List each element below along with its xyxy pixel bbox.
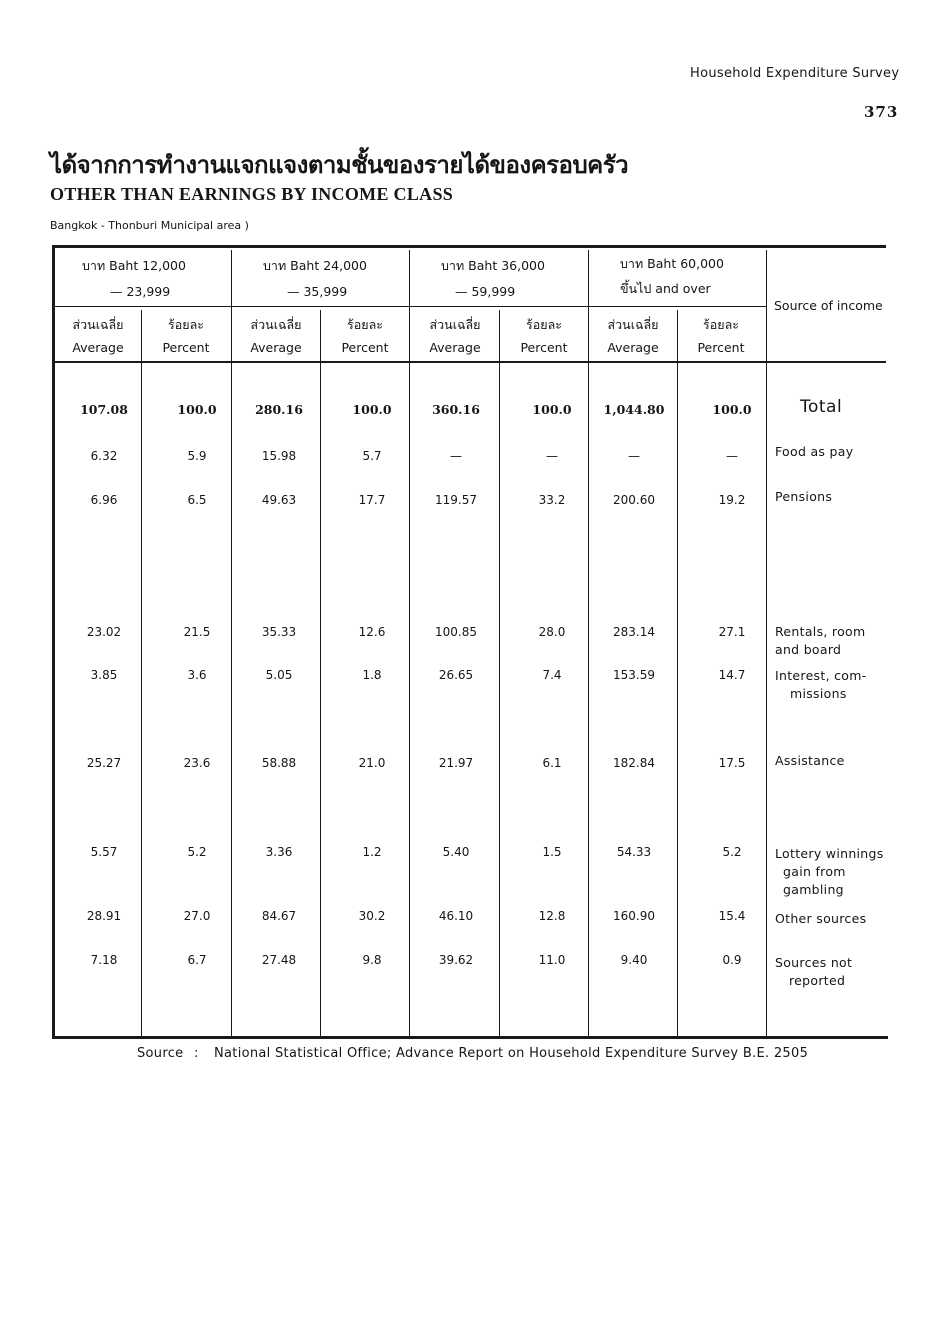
row-label-lottery-line3: gambling bbox=[783, 882, 844, 897]
table-cell: 5.2 bbox=[187, 845, 207, 859]
table-cell: 1.5 bbox=[542, 845, 562, 859]
table-cell: 107.08 bbox=[80, 402, 128, 417]
title-english: OTHER THAN EARNINGS BY INCOME CLASS bbox=[50, 184, 454, 204]
table-cell: 6.32 bbox=[90, 449, 118, 463]
table-cell: 30.2 bbox=[358, 909, 386, 923]
title-thai: ได้จากการทำงานแจกแจงตามชั้นของรายได้ของครอบครัว bbox=[50, 150, 629, 179]
table-top-border bbox=[52, 245, 886, 248]
percent-header-thai: ร้อยละ bbox=[168, 317, 204, 332]
row-label-lottery-line1: Lottery winnings bbox=[775, 846, 884, 861]
average-header: Average bbox=[250, 340, 302, 355]
average-header-thai: ส่วนเฉลี่ย bbox=[250, 317, 302, 332]
table-cell: 25.27 bbox=[86, 756, 122, 770]
average-header-thai: ส่วนเฉลี่ย bbox=[429, 317, 481, 332]
table-cell: 19.2 bbox=[718, 493, 746, 507]
table-cell: 6.96 bbox=[90, 493, 118, 507]
row-label-lottery-line2: gain from bbox=[783, 864, 846, 879]
table-cell: 100.0 bbox=[532, 402, 572, 417]
income-class-1-line1: บาท Baht 12,000 bbox=[82, 258, 186, 273]
table-cell: 7.18 bbox=[90, 953, 118, 967]
table-cell: 283.14 bbox=[613, 625, 655, 639]
average-header: Average bbox=[429, 340, 481, 355]
col-divider bbox=[499, 310, 500, 1036]
income-class-2-line2: — 35,999 bbox=[287, 284, 348, 299]
table-cell: — bbox=[546, 449, 558, 463]
income-class-1-line2: — 23,999 bbox=[110, 284, 171, 299]
table-cell: 23.02 bbox=[86, 625, 122, 639]
table-cell: 5.40 bbox=[442, 845, 470, 859]
table-cell: 28.0 bbox=[538, 625, 566, 639]
row-label-interest-line1: Interest, com- bbox=[775, 668, 867, 683]
table-cell: — bbox=[726, 449, 738, 463]
table-cell: 15.98 bbox=[261, 449, 297, 463]
area-subtitle: Bangkok - Thonburi Municipal area ) bbox=[50, 219, 249, 232]
table-cell: — bbox=[450, 449, 462, 463]
table-cell: 1.2 bbox=[362, 845, 382, 859]
table-cell: 6.7 bbox=[187, 953, 207, 967]
table-cell: 100.85 bbox=[435, 625, 477, 639]
percent-header: Percent bbox=[520, 340, 568, 355]
table-cell: 9.8 bbox=[362, 953, 382, 967]
row-label-total: Total bbox=[800, 397, 843, 417]
row-label-other-sources: Other sources bbox=[775, 911, 867, 926]
table-cell: 100.0 bbox=[352, 402, 392, 417]
row-label-assistance: Assistance bbox=[775, 753, 845, 768]
table-cell: 27.0 bbox=[183, 909, 211, 923]
table-cell: 0.9 bbox=[722, 953, 742, 967]
page-number: 373 bbox=[864, 103, 899, 121]
income-class-3-line1: บาท Baht 36,000 bbox=[441, 258, 545, 273]
row-label-not-reported-line2: reported bbox=[789, 973, 846, 988]
survey-title: Household Expenditure Survey bbox=[690, 66, 900, 81]
table-cell: 200.60 bbox=[613, 493, 655, 507]
average-header: Average bbox=[72, 340, 124, 355]
table-cell: 49.63 bbox=[261, 493, 297, 507]
footer-source-label: Source bbox=[137, 1046, 184, 1061]
table-cell: 58.88 bbox=[261, 756, 297, 770]
row-label-rentals bbox=[775, 623, 865, 659]
income-class-3-line2: — 59,999 bbox=[455, 284, 516, 299]
row-label-food-as-pay: Food as pay bbox=[775, 444, 854, 459]
table-cell: 5.57 bbox=[90, 845, 118, 859]
table-cell: 23.6 bbox=[183, 756, 211, 770]
row-label-lottery bbox=[775, 845, 884, 899]
table-cell: 100.0 bbox=[712, 402, 752, 417]
table-cell: 17.5 bbox=[718, 756, 746, 770]
percent-header-thai: ร้อยละ bbox=[526, 317, 562, 332]
percent-header-thai: ร้อยละ bbox=[703, 317, 739, 332]
average-header-thai: ส่วนเฉลี่ย bbox=[607, 317, 659, 332]
table-cell: 35.33 bbox=[261, 625, 297, 639]
table-cell: 3.6 bbox=[187, 668, 207, 682]
table-cell: 6.1 bbox=[542, 756, 562, 770]
table-cell: 5.7 bbox=[362, 449, 382, 463]
table-cell: 3.85 bbox=[90, 668, 118, 682]
table-cell: 21.5 bbox=[183, 625, 211, 639]
footer-source-text: National Statistical Office; Advance Report on Household Expenditure Survey B.E. 2505 bbox=[214, 1046, 809, 1061]
table-cell: 11.0 bbox=[538, 953, 566, 967]
table-cell: 9.40 bbox=[620, 953, 648, 967]
table-cell: 153.59 bbox=[613, 668, 655, 682]
table-cell: 160.90 bbox=[613, 909, 655, 923]
table-cell: 360.16 bbox=[432, 402, 480, 417]
row-label-rentals-line2: and board bbox=[775, 642, 842, 657]
table-cell: 14.7 bbox=[718, 668, 746, 682]
table-cell: 3.36 bbox=[265, 845, 293, 859]
table-cell: 26.65 bbox=[438, 668, 474, 682]
table-cell: 119.57 bbox=[435, 493, 477, 507]
table-cell: 12.8 bbox=[538, 909, 566, 923]
income-class-4-line1: บาท Baht 60,000 bbox=[620, 256, 724, 271]
table-cell: 1.8 bbox=[362, 668, 382, 682]
table-cell: 6.5 bbox=[187, 493, 207, 507]
table-cell: 54.33 bbox=[616, 845, 652, 859]
table-cell: 28.91 bbox=[86, 909, 122, 923]
table-cell: 84.67 bbox=[261, 909, 297, 923]
table-cell: 17.7 bbox=[358, 493, 386, 507]
percent-header: Percent bbox=[697, 340, 745, 355]
table-cell: 21.97 bbox=[438, 756, 474, 770]
table-cell: 27.1 bbox=[718, 625, 746, 639]
table-cell: 21.0 bbox=[358, 756, 386, 770]
col-divider bbox=[677, 310, 678, 1036]
row-label-pensions: Pensions bbox=[775, 489, 833, 504]
row-label-not-reported-line1: Sources not bbox=[775, 955, 853, 970]
table-cell: 33.2 bbox=[538, 493, 566, 507]
row-label-interest-line2: missions bbox=[790, 686, 847, 701]
source-of-income-header: Source of income bbox=[774, 298, 883, 313]
row-label-interest bbox=[775, 667, 867, 703]
row-label-rentals-line1: Rentals, room bbox=[775, 624, 866, 639]
table-cell: 39.62 bbox=[438, 953, 474, 967]
table-cell: 5.9 bbox=[187, 449, 207, 463]
table-left-border bbox=[52, 245, 55, 1039]
table-cell: 27.48 bbox=[261, 953, 297, 967]
average-header: Average bbox=[607, 340, 659, 355]
table-cell: 5.2 bbox=[722, 845, 742, 859]
table-cell: — bbox=[628, 449, 640, 463]
income-class-2-line1: บาท Baht 24,000 bbox=[263, 258, 367, 273]
table-cell: 46.10 bbox=[438, 909, 474, 923]
table-cell: 280.16 bbox=[255, 402, 303, 417]
table-cell: 5.05 bbox=[265, 668, 293, 682]
percent-header: Percent bbox=[341, 340, 389, 355]
table-cell: 7.4 bbox=[542, 668, 562, 682]
table-bottom-border bbox=[52, 1036, 888, 1039]
percent-header: Percent bbox=[162, 340, 210, 355]
table-cell: 1,044.80 bbox=[603, 402, 665, 417]
table-cell: 100.0 bbox=[177, 402, 217, 417]
table-cell: 12.6 bbox=[358, 625, 386, 639]
table-cell: 182.84 bbox=[613, 756, 655, 770]
percent-header-thai: ร้อยละ bbox=[347, 317, 383, 332]
table-cell: 15.4 bbox=[718, 909, 746, 923]
col-divider bbox=[320, 310, 321, 1036]
income-class-4-line2: ขึ้นไป and over bbox=[620, 281, 711, 296]
average-header-thai: ส่วนเฉลี่ย bbox=[72, 317, 124, 332]
row-label-not-reported bbox=[775, 954, 852, 990]
footer-separator: : bbox=[194, 1046, 199, 1061]
header-divider bbox=[52, 361, 886, 363]
